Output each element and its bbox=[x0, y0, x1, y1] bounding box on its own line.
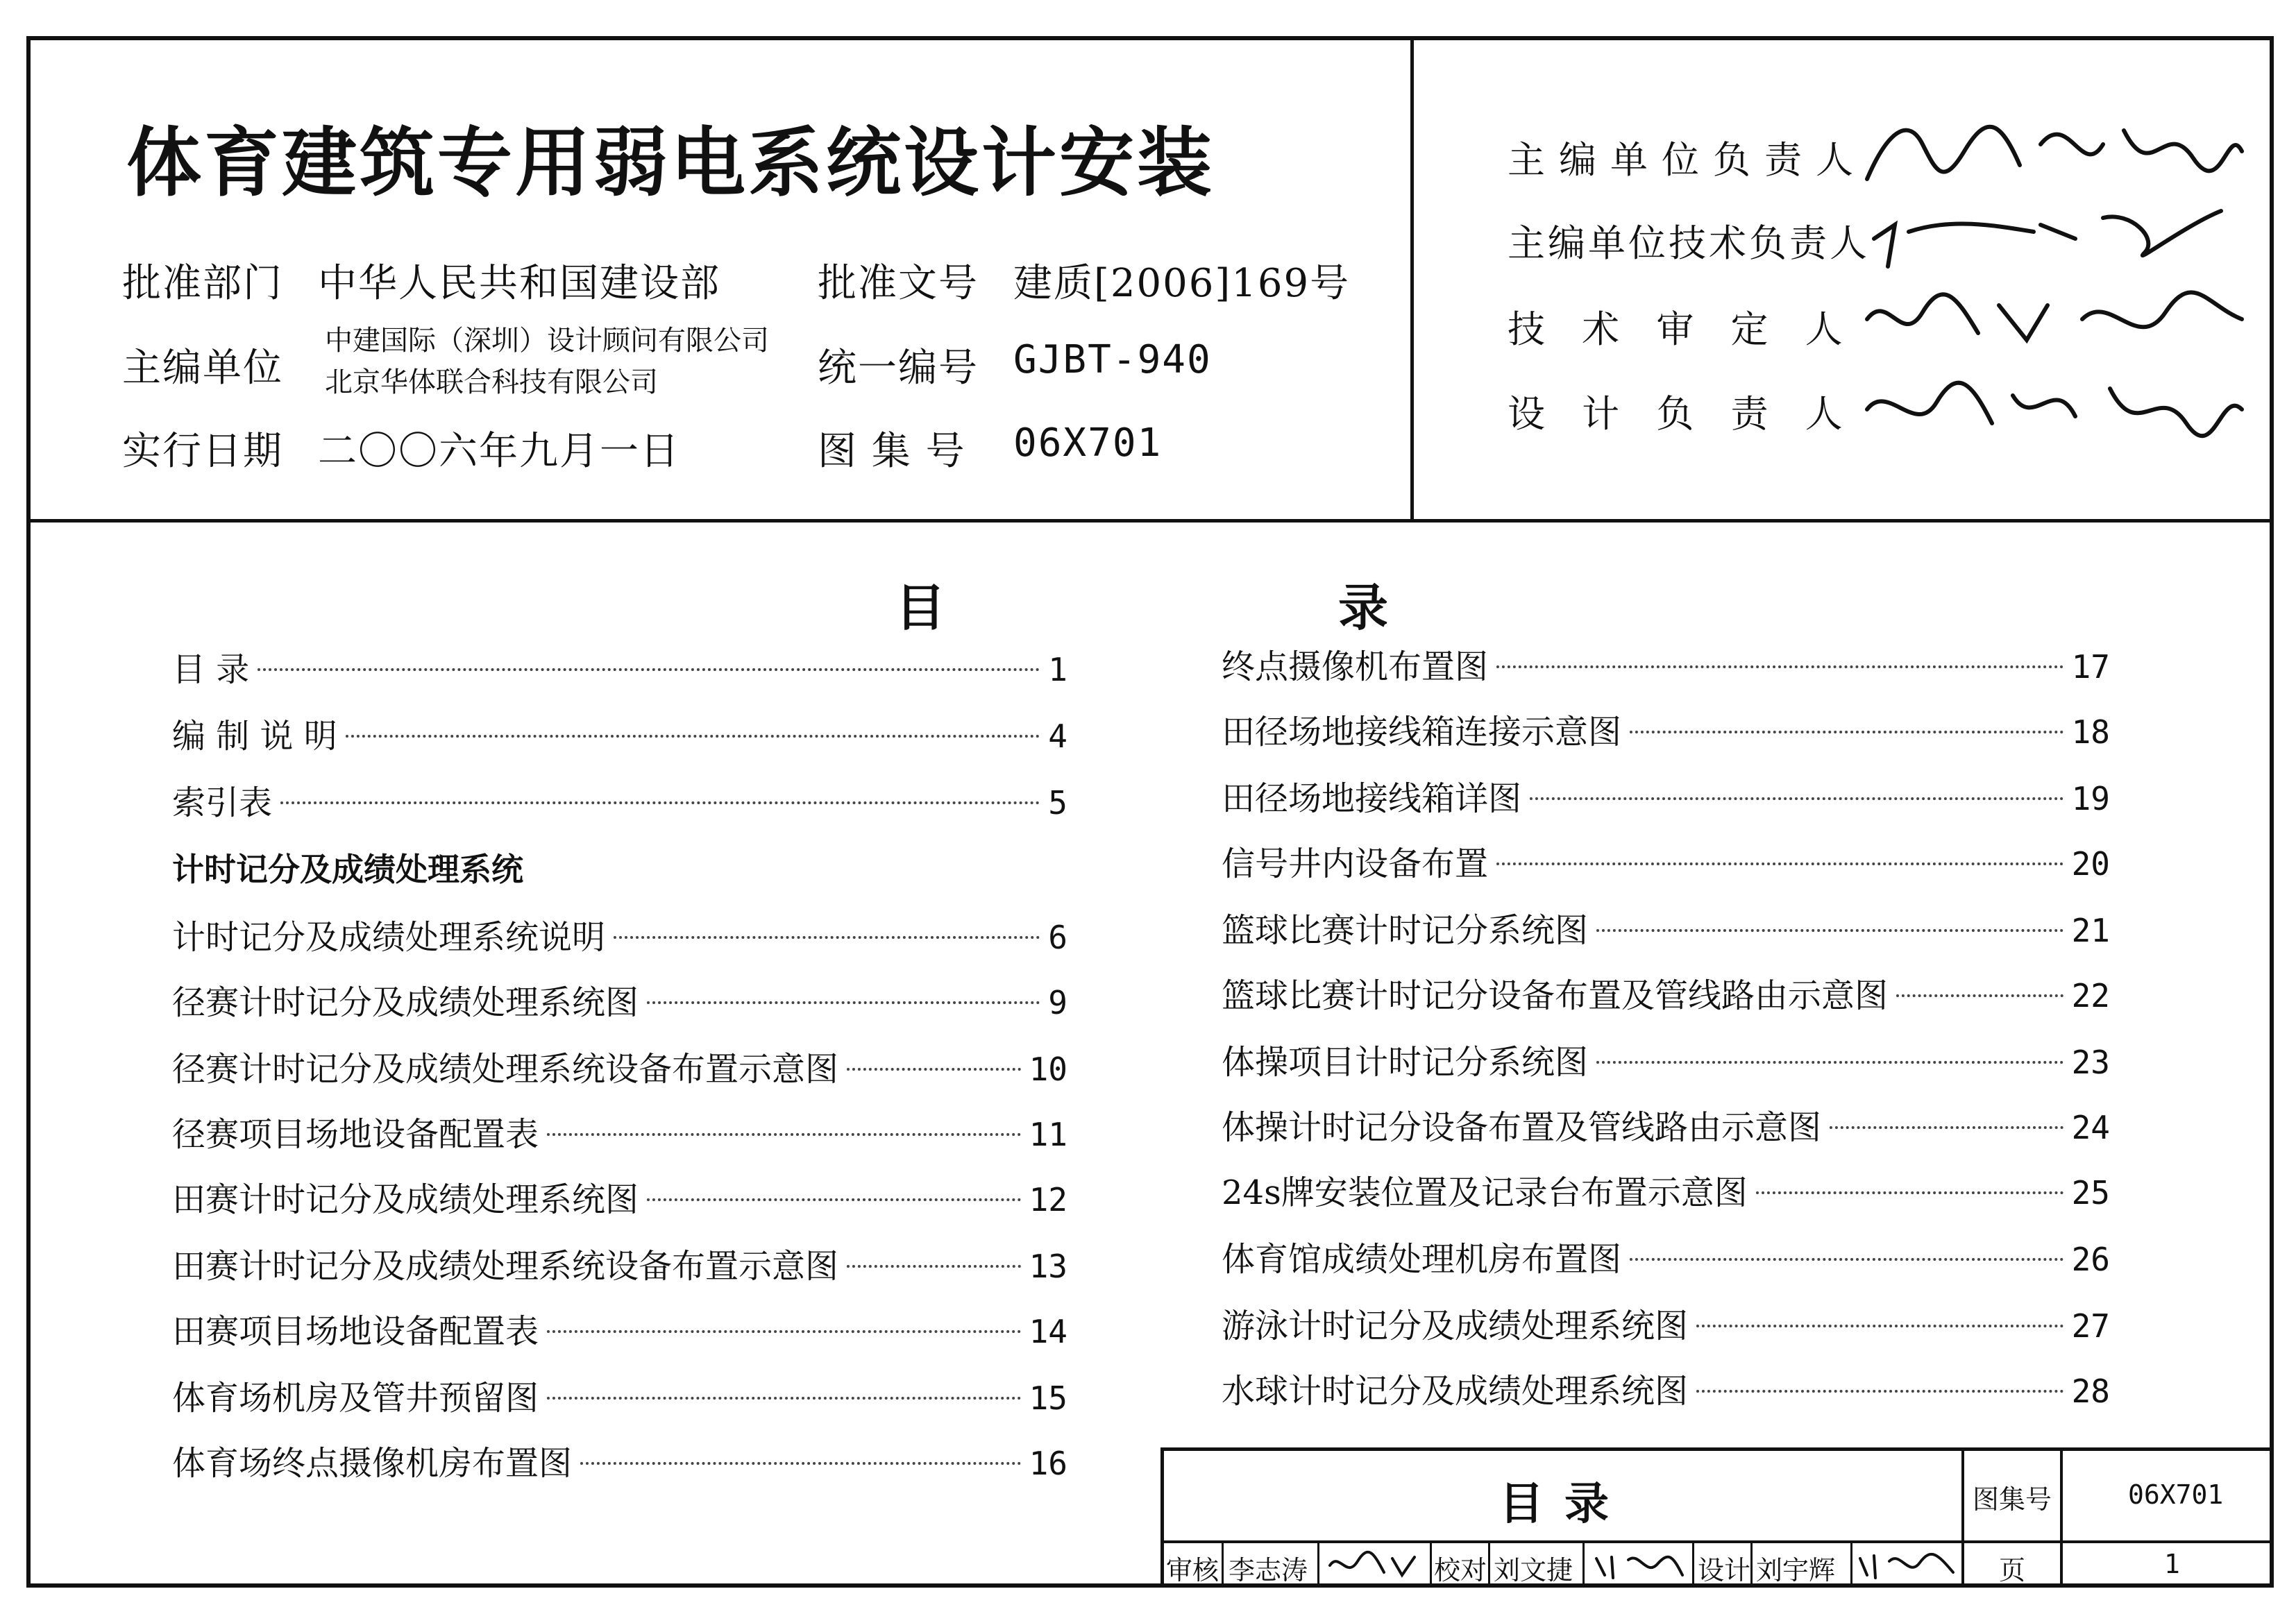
toc-leader-dots bbox=[1496, 863, 2063, 865]
effective-date: 二〇〇六年九月一日 bbox=[318, 429, 680, 474]
toc-entry bbox=[172, 709, 1067, 754]
toc-entry bbox=[1222, 1101, 2110, 1145]
effective-date-label: 实行日期 bbox=[122, 429, 283, 474]
toc-entry bbox=[1222, 1166, 2110, 1210]
toc-entry bbox=[172, 910, 1067, 955]
designer-signature bbox=[1855, 1545, 1959, 1585]
toc-entry-title: 索引表 bbox=[172, 783, 273, 822]
tb-divider-2 bbox=[1317, 1540, 1319, 1588]
toc-leader-dots bbox=[346, 735, 1040, 738]
toc-entry-page: 23 bbox=[2071, 1044, 2110, 1081]
toc-leader-dots bbox=[647, 1198, 1021, 1201]
tech-reviewer-label: 技 术 审 定 人 bbox=[1508, 307, 1855, 351]
toc-entry bbox=[172, 643, 1067, 687]
reviewer-name: 李志涛 bbox=[1229, 1555, 1308, 1586]
toc-entry-title: 计时记分及成绩处理系统说明 bbox=[172, 918, 606, 957]
toc-entry-page: 26 bbox=[2071, 1241, 2110, 1278]
editor-unit-label: 主编单位 bbox=[122, 346, 283, 391]
review-label: 审核 bbox=[1166, 1555, 1219, 1586]
toc-leader-dots bbox=[547, 1397, 1021, 1400]
title-block-left bbox=[1160, 1447, 1164, 1588]
toc-entry-title: 径赛项目场地设备配置表 bbox=[172, 1115, 539, 1154]
toc-leader-dots bbox=[1696, 1325, 2063, 1327]
toc-leader-dots bbox=[547, 1330, 1021, 1333]
toc-leader-dots bbox=[847, 1265, 1021, 1268]
toc-entry-page: 1 bbox=[1048, 651, 1067, 688]
design-head-label: 设 计 负 责 人 bbox=[1508, 392, 1855, 436]
toc-entry-page: 11 bbox=[1029, 1116, 1067, 1153]
toc-entry bbox=[1222, 1364, 2110, 1409]
toc-leader-dots bbox=[280, 801, 1040, 804]
toc-entry-title: 目 录 bbox=[172, 650, 250, 689]
toc-entry-title: 田赛项目场地设备配置表 bbox=[172, 1312, 539, 1351]
toc-entry bbox=[1222, 705, 2110, 749]
editor-unit-line1: 中建国际（深圳）设计顾问有限公司 bbox=[325, 325, 769, 357]
toc-entry-title: 田赛计时记分及成绩处理系统设备布置示意图 bbox=[172, 1247, 839, 1286]
toc-entry-page: 25 bbox=[2071, 1174, 2110, 1212]
checker-name: 刘文捷 bbox=[1494, 1555, 1573, 1586]
toc-entry-title: 径赛计时记分及成绩处理系统设备布置示意图 bbox=[172, 1050, 839, 1089]
check-label: 校对 bbox=[1434, 1555, 1487, 1586]
toc-entry bbox=[172, 1371, 1067, 1416]
toc-entry bbox=[172, 1239, 1067, 1284]
toc-entry-title: 体育场机房及管井预留图 bbox=[172, 1379, 539, 1418]
toc-leader-dots bbox=[847, 1068, 1021, 1071]
unit-head-label: 主编单位负责人 bbox=[1508, 138, 1867, 182]
toc-heading-left: 目 bbox=[895, 579, 946, 637]
toc-entry-page: 17 bbox=[2071, 648, 2110, 686]
toc-entry-page: 12 bbox=[1029, 1181, 1067, 1218]
toc-entry bbox=[1222, 969, 2110, 1013]
title-block-col-value bbox=[2060, 1447, 2063, 1588]
designer-name: 刘宇辉 bbox=[1756, 1555, 1836, 1586]
toc-entry-title: 田径场地接线箱详图 bbox=[1222, 779, 1522, 818]
toc-leader-dots bbox=[1596, 1061, 2063, 1064]
toc-entry bbox=[1222, 640, 2110, 684]
page-label: 页 bbox=[1999, 1555, 2026, 1586]
editor-unit-line2: 北京华体联合科技有限公司 bbox=[325, 366, 658, 398]
unit-tech-head-label: 主编单位技术负责人 bbox=[1508, 221, 1870, 265]
toc-entry-page: 9 bbox=[1048, 984, 1067, 1021]
approval-dept-label: 批准部门 bbox=[122, 261, 283, 306]
toc-entry-page: 14 bbox=[1029, 1313, 1067, 1350]
checker-signature bbox=[1591, 1545, 1688, 1585]
approval-dept: 中华人民共和国建设部 bbox=[318, 261, 720, 306]
toc-entry bbox=[1222, 1035, 2110, 1080]
toc-entry-title: 游泳计时记分及成绩处理系统图 bbox=[1222, 1307, 1689, 1345]
toc-entry-page: 15 bbox=[1029, 1379, 1067, 1417]
toc-leader-dots bbox=[1630, 1258, 2063, 1261]
toc-leader-dots bbox=[1596, 929, 2063, 932]
toc-leader-dots bbox=[547, 1133, 1021, 1136]
toc-entry bbox=[1222, 1232, 2110, 1277]
toc-leader-dots bbox=[1630, 731, 2063, 733]
toc-entry bbox=[1222, 903, 2110, 948]
toc-entry-page: 6 bbox=[1048, 919, 1067, 956]
toc-entry bbox=[172, 776, 1067, 820]
atlas-title: 体育建筑专用弱电系统设计安装 bbox=[126, 120, 1215, 207]
toc-entry bbox=[172, 1436, 1067, 1481]
toc-entry bbox=[172, 976, 1067, 1020]
tb-divider-3 bbox=[1430, 1540, 1432, 1588]
tb-divider-6 bbox=[1692, 1540, 1694, 1588]
toc-entry-page: 10 bbox=[1029, 1051, 1067, 1088]
approval-doc-label: 批准文号 bbox=[818, 261, 979, 306]
tb-divider-8 bbox=[1850, 1540, 1852, 1588]
tb-divider-1 bbox=[1222, 1540, 1224, 1588]
toc-entry-page: 20 bbox=[2071, 845, 2110, 883]
toc-entry bbox=[1222, 837, 2110, 881]
toc-entry-title: 体操项目计时记分系统图 bbox=[1222, 1043, 1589, 1082]
reviewer-signature bbox=[1326, 1545, 1423, 1585]
title-block-top bbox=[1160, 1447, 2274, 1451]
toc-entry-title: 编 制 说 明 bbox=[172, 717, 337, 756]
toc-entry-page: 27 bbox=[2071, 1307, 2110, 1345]
toc-entry-page: 19 bbox=[2071, 780, 2110, 817]
title-block-mid bbox=[1160, 1540, 2274, 1543]
toc-entry-title: 24s牌安装位置及记录台布置示意图 bbox=[1222, 1173, 1748, 1212]
toc-leader-dots bbox=[1830, 1126, 2063, 1129]
toc-entry-page: 4 bbox=[1048, 717, 1067, 755]
toc-entry-title: 径赛计时记分及成绩处理系统图 bbox=[172, 983, 639, 1022]
tb-divider-5 bbox=[1582, 1540, 1585, 1588]
toc-entry bbox=[1222, 772, 2110, 816]
atlas-no-label: 图 集 号 bbox=[818, 429, 966, 474]
page-number: 1 bbox=[2164, 1549, 2180, 1579]
signature-design-head bbox=[1860, 361, 2249, 458]
header-divider bbox=[26, 519, 2274, 522]
toc-entry-title: 水球计时记分及成绩处理系统图 bbox=[1222, 1372, 1689, 1411]
toc-entry-title: 篮球比赛计时记分系统图 bbox=[1222, 911, 1589, 950]
toc-entry-title: 体育场终点摄像机房布置图 bbox=[172, 1444, 573, 1483]
toc-leader-dots bbox=[1530, 797, 2063, 800]
toc-heading-right: 录 bbox=[1338, 579, 1389, 637]
toc-entry-title: 体育馆成绩处理机房布置图 bbox=[1222, 1240, 1622, 1279]
approval-doc: 建质[2006]169号 bbox=[1013, 261, 1351, 306]
toc-leader-dots bbox=[1696, 1390, 2063, 1393]
toc-entry-title: 篮球比赛计时记分设备布置及管线路由示意图 bbox=[1222, 976, 1889, 1015]
toc-leader-dots bbox=[1496, 665, 2063, 668]
toc-entry bbox=[172, 1042, 1067, 1087]
toc-entry-page: 28 bbox=[2071, 1373, 2110, 1410]
toc-leader-dots bbox=[647, 1001, 1040, 1004]
toc-leader-dots bbox=[614, 936, 1040, 939]
unified-no: GJBT-940 bbox=[1013, 337, 1212, 382]
toc-entry-title: 体操计时记分设备布置及管线路由示意图 bbox=[1222, 1108, 1822, 1147]
toc-entry-page: 18 bbox=[2071, 713, 2110, 751]
toc-section-title: 计时记分及成绩处理系统 bbox=[172, 851, 523, 888]
toc-entry-title: 信号井内设备布置 bbox=[1222, 844, 1489, 883]
toc-entry-page: 21 bbox=[2071, 912, 2110, 949]
atlas-no: 06X701 bbox=[1013, 420, 1163, 466]
toc-entry-page: 24 bbox=[2071, 1109, 2110, 1146]
toc-entry-title: 终点摄像机布置图 bbox=[1222, 647, 1489, 686]
toc-leader-dots bbox=[1896, 994, 2063, 997]
title-block-title: 目录 bbox=[1499, 1479, 1630, 1530]
toc-entry-title: 田径场地接线箱连接示意图 bbox=[1222, 713, 1622, 751]
signature-unit-tech-head bbox=[1867, 197, 2228, 280]
toc-entry-title: 田赛计时记分及成绩处理系统图 bbox=[172, 1180, 639, 1219]
title-block-col-atlas bbox=[1961, 1447, 1964, 1588]
tb-divider-4 bbox=[1488, 1540, 1490, 1588]
toc-entry bbox=[172, 1305, 1067, 1349]
signature-unit-head bbox=[1860, 103, 2249, 200]
unified-no-label: 统一编号 bbox=[818, 346, 979, 391]
toc-leader-dots bbox=[580, 1462, 1021, 1465]
toc-entry-page: 16 bbox=[1029, 1445, 1067, 1482]
toc-entry-page: 13 bbox=[1029, 1248, 1067, 1285]
title-block-atlas-no: 06X701 bbox=[2128, 1479, 2224, 1510]
title-block-atlas-label: 图集号 bbox=[1973, 1484, 2052, 1515]
tb-divider-7 bbox=[1750, 1540, 1753, 1588]
toc-leader-dots bbox=[1756, 1191, 2063, 1194]
toc-entry-page: 5 bbox=[1048, 784, 1067, 822]
header-column-divider bbox=[1410, 36, 1414, 522]
signature-tech-reviewer bbox=[1860, 278, 2249, 368]
design-label: 设计 bbox=[1698, 1555, 1751, 1586]
toc-entry bbox=[172, 1107, 1067, 1152]
toc-entry bbox=[172, 1173, 1067, 1217]
toc-leader-dots bbox=[258, 668, 1040, 671]
toc-entry bbox=[1222, 1299, 2110, 1343]
toc-entry-page: 22 bbox=[2071, 977, 2110, 1014]
